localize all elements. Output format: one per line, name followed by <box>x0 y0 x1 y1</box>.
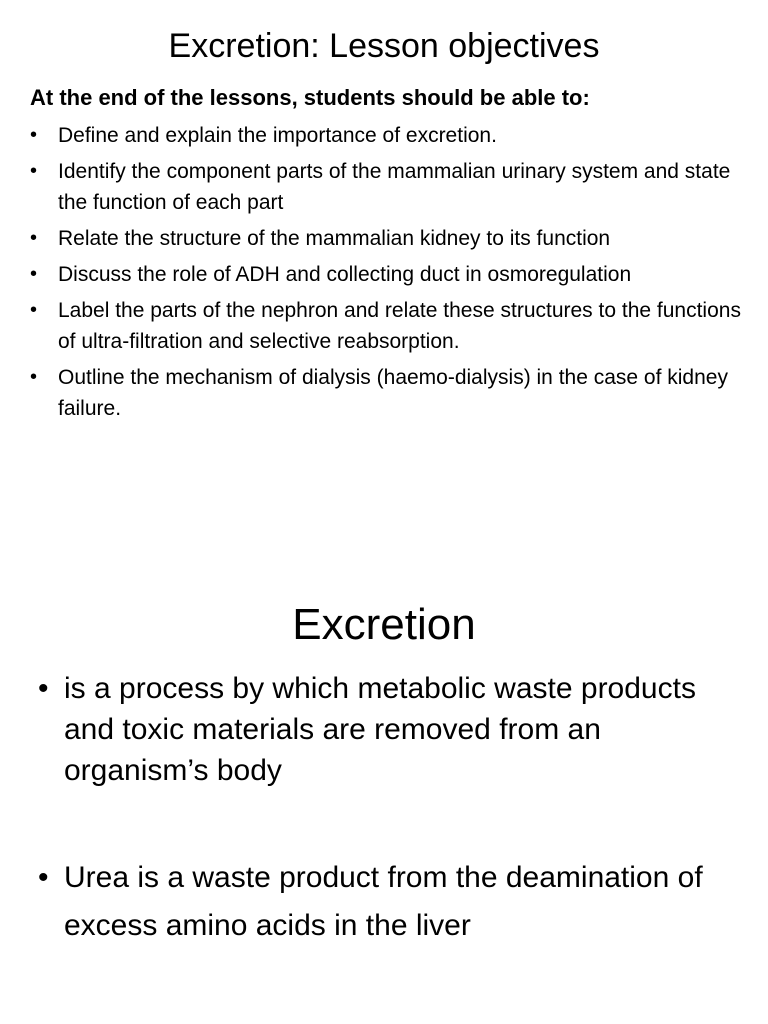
objective-item <box>30 259 750 290</box>
bullet-icon: • <box>30 227 38 249</box>
definition-item <box>38 668 738 791</box>
objective-text: Define and explain the importance of excretion. <box>58 124 497 147</box>
bullet-icon: • <box>30 160 38 182</box>
slide-title: Excretion <box>292 600 476 649</box>
definition-list <box>38 668 738 950</box>
objective-item <box>30 156 750 218</box>
slide-title: Excretion: Lesson objectives <box>168 27 600 65</box>
bullet-icon: • <box>30 124 38 146</box>
objectives-list <box>30 120 750 429</box>
definition-text: is a process by which metabolic waste products and toxic materials are removed from an organism’s body <box>64 672 696 787</box>
bullet-icon: • <box>38 861 49 894</box>
objective-text: Relate the structure of the mammalian kidney to its function <box>58 227 611 250</box>
definition-text: Urea is a waste product from the deamination of excess amino acids in the liver <box>64 861 703 942</box>
objective-item <box>30 295 750 357</box>
bullet-icon: • <box>30 263 38 285</box>
objective-text: Identify the component parts of the mammalian urinary system and state the function of each part <box>58 160 731 214</box>
objective-text: Outline the mechanism of dialysis (haemo-dialysis) in the case of kidney failure. <box>58 366 728 420</box>
objective-item <box>30 362 750 424</box>
objective-item <box>30 120 750 151</box>
objective-item <box>30 223 750 254</box>
objective-text: Label the parts of the nephron and relate these structures to the functions of ultra-filtration and selective reabsorption. <box>58 299 741 353</box>
bullet-icon: • <box>38 672 49 705</box>
bullet-icon: • <box>30 299 38 321</box>
objective-text: Discuss the role of ADH and collecting duct in osmoregulation <box>58 263 632 286</box>
objectives-intro: At the end of the lessons, students should be able to: <box>30 85 590 110</box>
slide-excretion-definition <box>0 512 768 1024</box>
definition-item <box>38 854 738 950</box>
bullet-icon: • <box>30 366 38 388</box>
